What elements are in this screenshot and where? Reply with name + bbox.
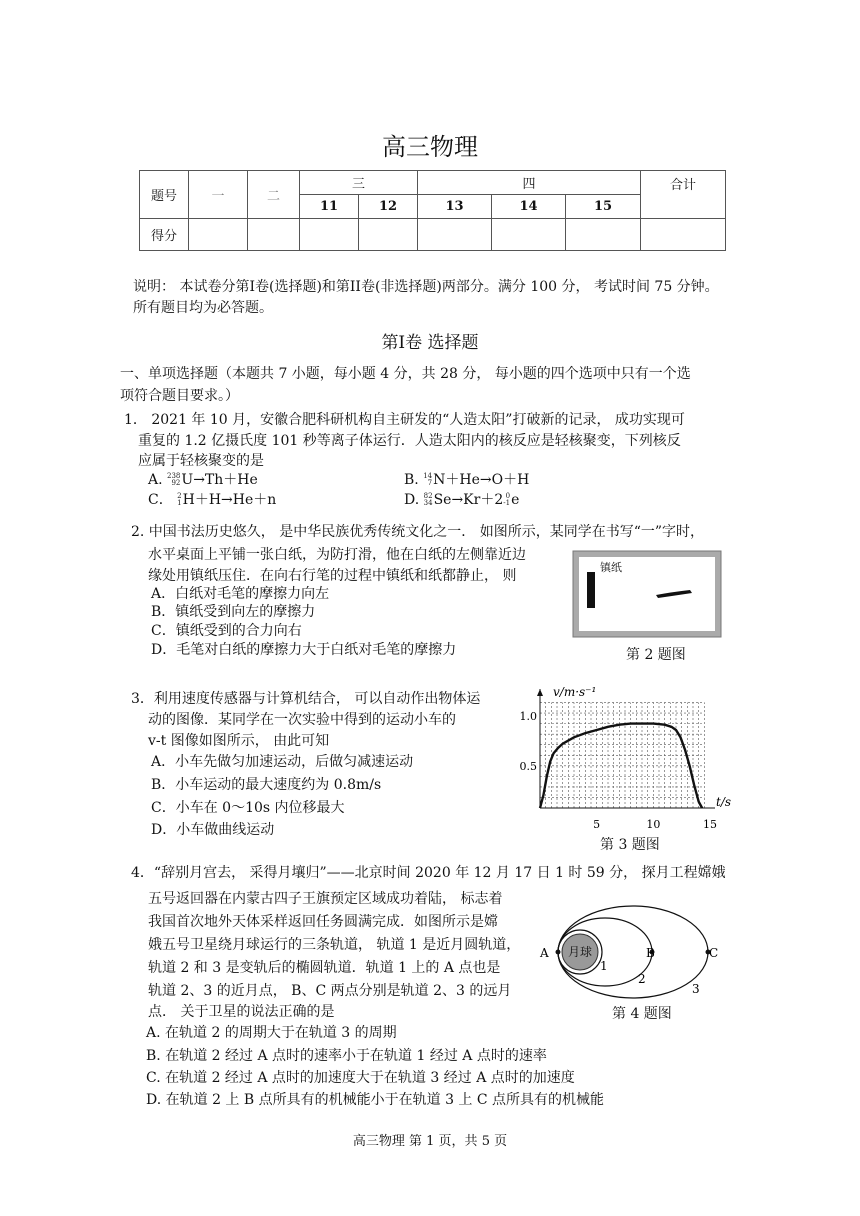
q2-option-c: C．镇纸受到的合力向右 [151, 623, 302, 639]
q1-option-c [148, 490, 276, 510]
point-c-label: C [709, 946, 719, 960]
q4-line-6: 轨道 2、3 的近月点， B、C 两点分别是轨道 2、3 的远月 [148, 983, 512, 999]
page-title: 高三物理 [382, 133, 478, 161]
q1-option-b-label: B. [404, 472, 419, 488]
table-cell-q15: 15 [566, 195, 641, 219]
q3-caption: 第 3 题图 [600, 837, 660, 853]
table-header-number: 题号 [140, 171, 189, 219]
q4-option-a: A. 在轨道 2 的周期大于在轨道 3 的周期 [146, 1025, 397, 1041]
q4-line-2: 五号返回器在内蒙古四子王旗预定区域成功着陆， 标志着 [148, 891, 503, 907]
q4-option-b: B. 在轨道 2 经过 A 点时的速率小于在轨道 1 经过 A 点时的速率 [146, 1048, 547, 1064]
part1-instruction-2: 项符合题目要求。） [120, 388, 239, 404]
q1-option-b-text: N＋He→O＋H [433, 472, 530, 488]
table-cell-q14: 14 [492, 195, 566, 219]
q2-option-a: A．白纸对毛笔的摩擦力向左 [151, 586, 330, 602]
table-header-part2: 二 [248, 171, 300, 219]
q4-caption: 第 4 题图 [612, 1006, 672, 1022]
score-cell [418, 219, 492, 251]
part1-instruction-1: 一、单项选择题（本题共 7 小题，每小题 4 分，共 28 分， 每小题的四个选项中只有一个选 [120, 366, 691, 382]
q1-line-1: 1． 2021 年 10 月，安徽合肥科研机构自主研发的“人造太阳”打破新的记录， 成功实现可 [124, 412, 685, 428]
moon-label: 月球 [567, 945, 593, 959]
q1-option-d-text: Se→Kr＋2 [433, 492, 504, 508]
y-tick-label: 1.0 [519, 710, 537, 723]
x-tick-label: 10 [646, 818, 661, 831]
x-tick-label: 5 [593, 818, 601, 831]
vt-chart [510, 684, 740, 834]
q1-option-d-label: D. [404, 492, 420, 508]
orbit-3-label: 3 [692, 982, 700, 996]
q1-option-a [148, 470, 258, 490]
q2-option-b: B．镇纸受到向左的摩擦力 [151, 604, 316, 620]
q1-line-3: 应属于轻核聚变的是 [138, 453, 264, 469]
y-axis-label: v/m·s⁻¹ [553, 685, 597, 699]
q1-option-c-text: H＋H→He＋n [182, 492, 277, 508]
table-header-part3: 三 [300, 171, 418, 195]
nuclide-index: 238 92 [167, 472, 181, 487]
score-cell [189, 219, 248, 251]
q4-line-7: 点． 关于卫星的说法正确的是 [148, 1004, 335, 1020]
q1-option-b [404, 470, 529, 490]
q3-line-3: v-t 图像如图所示， 由此可知 [148, 733, 330, 749]
q2-line-1: 2. 中国书法历史悠久， 是中华民族优秀传统文化之一． 如图所示，某同学在书写“一”字时， [131, 524, 705, 540]
q3-option-d: D．小车做曲线运动 [151, 822, 275, 838]
q1-option-a-text: U→Th＋He [181, 472, 258, 488]
nuclide-index: 2 1 [177, 492, 182, 507]
orbit-1-label: 1 [600, 959, 608, 973]
table-cell-q13: 13 [418, 195, 492, 219]
point-b-label: B [646, 946, 655, 960]
q2-line-3: 缘处用镇纸压住．在向右行笔的过程中镇纸和纸都静止， 则 [148, 568, 517, 584]
q4-line-4: 娥五号卫星绕月球运行的三条轨道， 轨道 1 是近月圆轨道， [148, 937, 521, 953]
q2-caption: 第 2 题图 [626, 647, 686, 663]
table-cell-q11: 11 [300, 195, 359, 219]
q4-option-d: D. 在轨道 2 上 B 点所具有的机械能小于在轨道 3 上 C 点所具有的机械能 [146, 1092, 605, 1108]
q1-option-d-tail: e [511, 492, 520, 508]
q3-option-c: C．小车在 0～10s 内位移最大 [151, 800, 345, 816]
score-table [139, 170, 726, 251]
score-cell [248, 219, 300, 251]
chart-grid [540, 703, 704, 808]
page-footer: 高三物理 第 1 页，共 5 页 [352, 1134, 508, 1149]
q4-line-5: 轨道 2 和 3 是变轨后的椭圆轨道．轨道 1 上的 A 点也是 [148, 960, 501, 976]
q1-option-a-label: A. [148, 472, 163, 488]
y-axis-arrow [537, 689, 543, 696]
q3-option-a: A．小车先做匀加速运动，后做匀减速运动 [151, 754, 414, 770]
paperweight-label: 镇纸 [600, 561, 622, 574]
notice-line-1: 说明： 本试卷分第I卷(选择题)和第II卷(非选择题)两部分。满分 100 分， 考试时间 75 分钟。 [133, 279, 719, 295]
score-cell [492, 219, 566, 251]
q3-option-b: B．小车运动的最大速度约为 0.8m/s [151, 777, 382, 793]
q4-line-3: 我国首次地外天体采样返回任务圆满完成．如图所示是嫦 [148, 914, 498, 930]
score-cell [359, 219, 418, 251]
q1-option-c-label: C． [148, 492, 173, 508]
table-cell-q12: 12 [359, 195, 418, 219]
nuclide-index: 82 34 [423, 492, 433, 507]
paperweight [587, 572, 595, 608]
point-a [556, 950, 561, 955]
score-cell [300, 219, 359, 251]
nuclide-index: 0 -1 [503, 492, 511, 507]
notice-line-2: 所有题目均为必答题。 [133, 300, 273, 316]
y-tick-label: 0.5 [519, 760, 537, 773]
table-header-part1: 一 [189, 171, 248, 219]
score-cell [566, 219, 641, 251]
q4-option-c: C. 在轨道 2 经过 A 点时的加速度大于在轨道 3 经过 A 点时的加速度 [146, 1070, 575, 1086]
section-title: 第I卷 选择题 [381, 333, 479, 353]
q1-line-2: 重复的 1.2 亿摄氏度 101 秒等离子体运行．人造太阳内的核反应是轻核聚变，下列核反 [138, 433, 681, 449]
point-a-label: A [540, 946, 549, 960]
x-tick-label: 15 [703, 818, 717, 831]
q2-figure [572, 550, 722, 638]
q3-line-1: 3．利用速度传感器与计算机结合， 可以自动作出物体运 [131, 691, 481, 707]
q4-line-1: 4．“辞别月宫去， 采得月壤归”——北京时间 2020 年 12 月 17 日 1 时 59 分， 探月工程嫦娥 [131, 865, 726, 881]
table-score-label: 得分 [140, 219, 189, 251]
orbit-figure [535, 900, 735, 1004]
table-header-total: 合计 [641, 171, 726, 219]
q2-option-d: D．毛笔对白纸的摩擦力大于白纸对毛笔的摩擦力 [151, 642, 457, 658]
q3-line-2: 动的图像．某同学在一次实验中得到的运动小车的 [148, 712, 456, 728]
orbit-2-label: 2 [638, 972, 646, 986]
nuclide-index: 14 7 [423, 472, 433, 487]
x-axis-label: t/s [716, 795, 732, 809]
score-cell [641, 219, 726, 251]
q2-line-2: 水平桌面上平铺一张白纸，为防打滑，他在白纸的左侧靠近边 [148, 547, 526, 563]
table-header-part4: 四 [418, 171, 641, 195]
q1-option-d [404, 490, 519, 510]
